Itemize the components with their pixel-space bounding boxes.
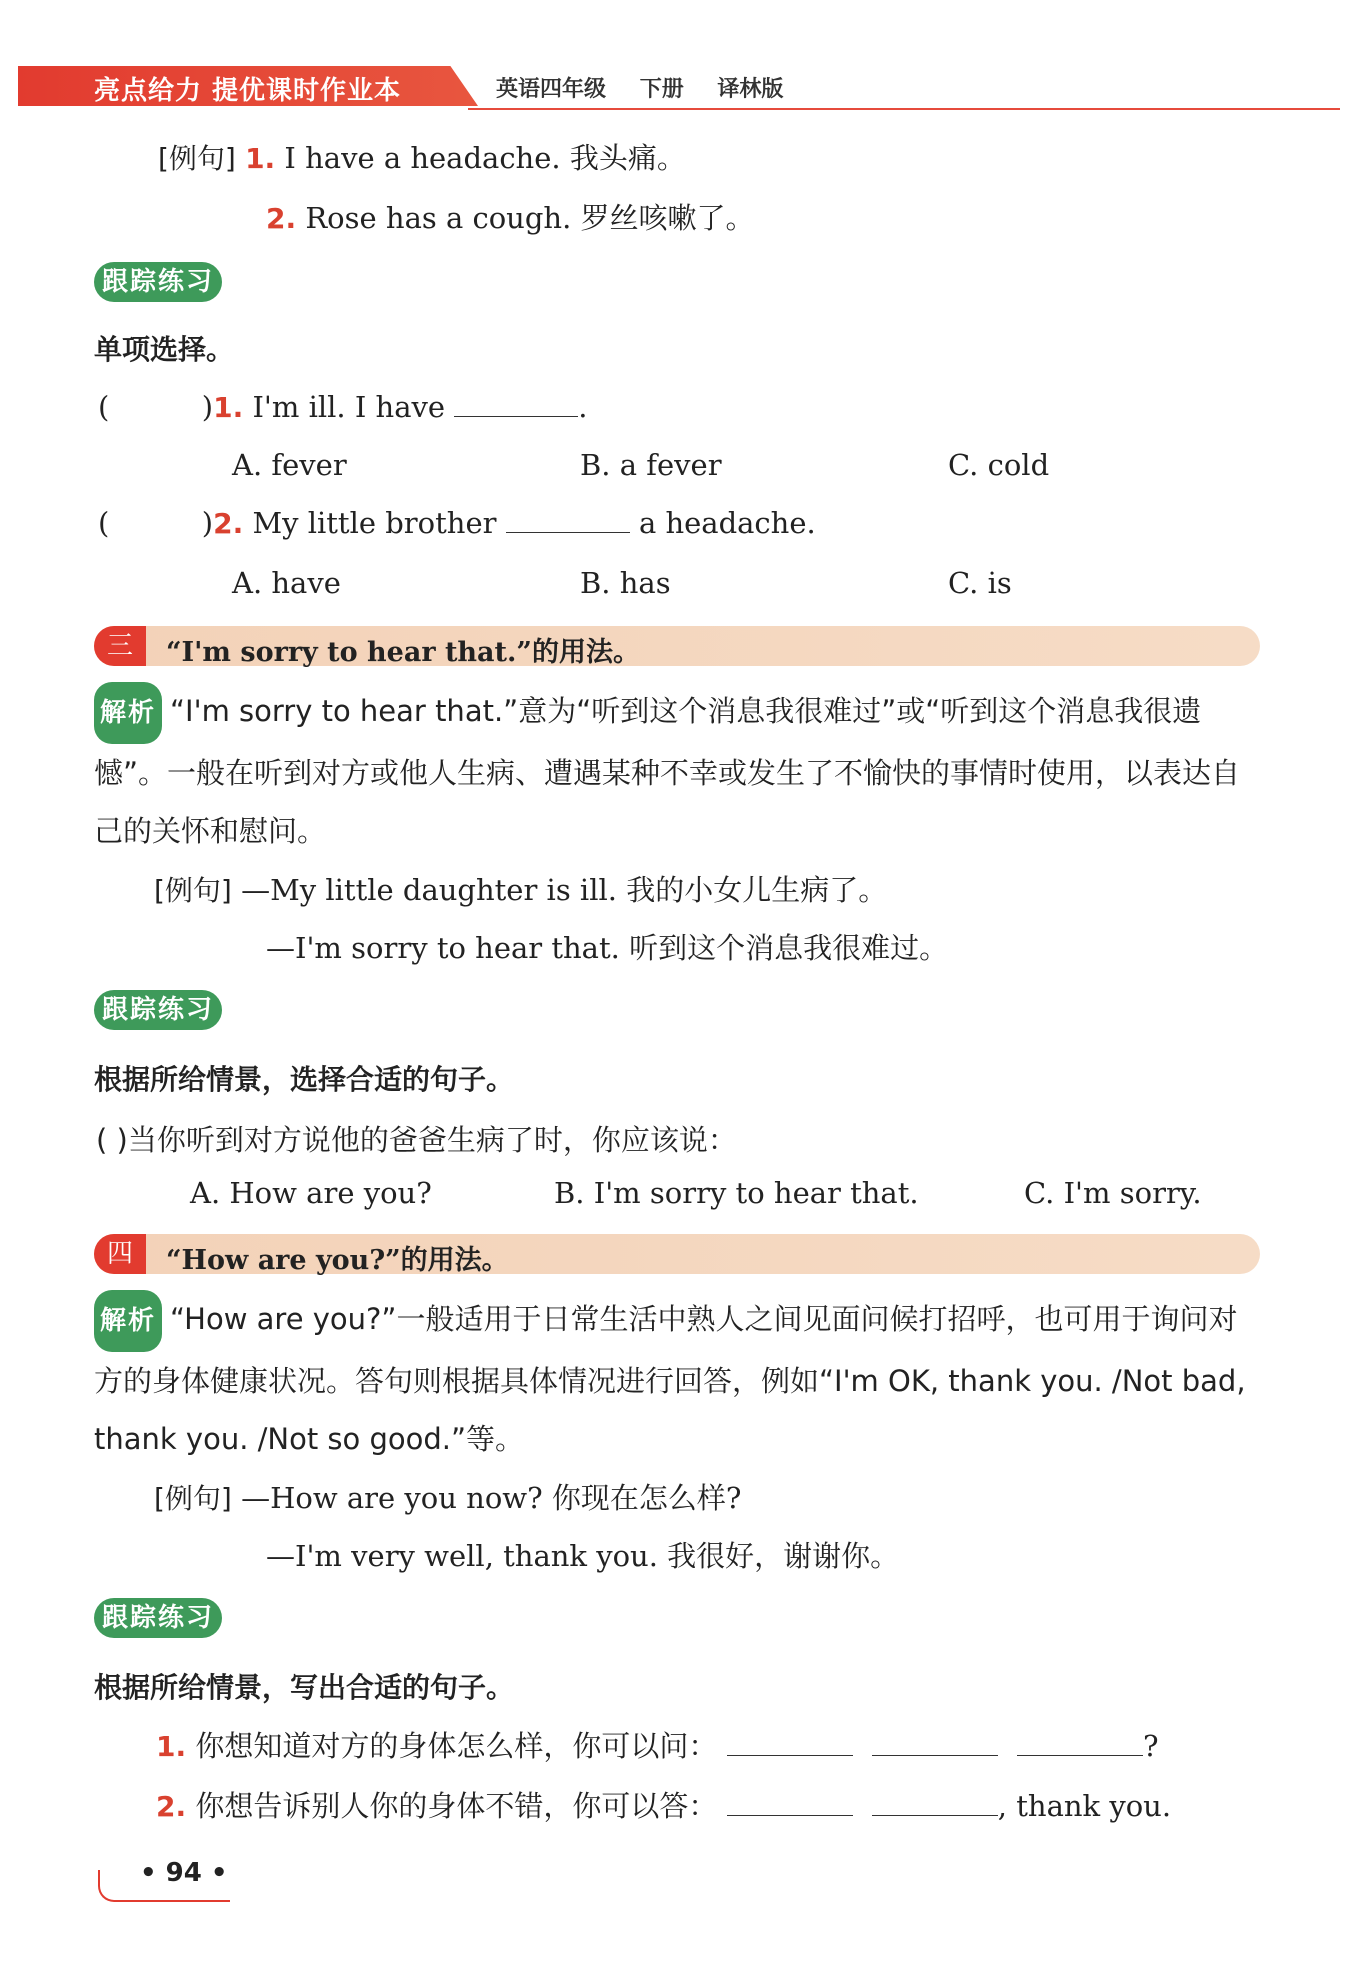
page-number: • 94 • — [140, 1858, 228, 1888]
q1-option-b[interactable]: B. a fever — [580, 448, 722, 482]
example-en: Rose has a cough. — [305, 201, 572, 235]
practice-badge: 跟踪练习 — [94, 262, 222, 302]
page-footer — [98, 1858, 228, 1898]
grade-label: 英语四年级 — [496, 77, 607, 102]
q2-option-c[interactable]: C. is — [948, 566, 1012, 600]
answer-blank[interactable] — [506, 531, 630, 533]
practice3-item-1 — [156, 1724, 1159, 1765]
q2-option-a[interactable]: A. have — [232, 566, 341, 600]
section-number: 三 — [94, 626, 146, 666]
p2-option-b[interactable]: B. I'm sorry to hear that. — [554, 1176, 919, 1210]
answer-blank[interactable] — [872, 1814, 998, 1816]
analysis-badge: 解析 — [94, 1290, 162, 1352]
q2-option-b[interactable]: B. has — [580, 566, 671, 600]
section-title: “How are you?”的用法。 — [166, 1245, 509, 1276]
item-text: 你想告诉别人你的身体不错，你可以答： — [195, 1789, 718, 1823]
practice-badge: 跟踪练习 — [94, 990, 222, 1030]
answer-paren-close: ) — [201, 390, 214, 424]
question-num: 1. — [213, 391, 244, 424]
example-cn: 罗丝咳嗽了。 — [580, 201, 755, 235]
q1-option-a[interactable]: A. fever — [232, 448, 347, 482]
answer-blank[interactable] — [727, 1754, 853, 1756]
p2-option-a[interactable]: A. How are you? — [190, 1176, 432, 1210]
question-num: 2. — [213, 507, 244, 540]
section3-heading — [94, 626, 1260, 666]
question-1 — [98, 390, 587, 424]
question-stem-end: a headache. — [638, 506, 816, 540]
item-text: 你想知道对方的身体怎么样，你可以问： — [195, 1729, 718, 1763]
volume-label: 下册 — [639, 77, 684, 102]
example-num: 1. — [245, 142, 276, 175]
item-end: ? — [1143, 1729, 1159, 1763]
example-cn: 我头痛。 — [569, 141, 686, 175]
page-header — [18, 64, 1328, 108]
answer-blank[interactable] — [872, 1754, 998, 1756]
book-info — [496, 72, 809, 103]
answer-blank[interactable] — [727, 1814, 853, 1816]
example-label: [例句] — [154, 1482, 232, 1515]
practice3-item-2 — [156, 1784, 1171, 1825]
practice1-instruction: 单项选择。 — [94, 333, 235, 366]
section4-heading — [94, 1234, 1260, 1274]
question-2 — [98, 506, 816, 540]
analysis-text: “How are you?”一般适用于日常生活中熟人之间见面问候打招呼，也可用于询问对方的身体健康状况。答句则根据具体情况进行回答，例如“I'm OK, thank you. /Not bad, thank you. /Not so good.”等。 — [94, 1302, 1246, 1456]
practice-badge: 跟踪练习 — [94, 1598, 222, 1638]
analysis-badge: 解析 — [94, 682, 162, 744]
question-stem-end: . — [578, 390, 588, 424]
answer-paren-close: ) — [201, 506, 214, 540]
section4-example1 — [154, 1476, 741, 1517]
question-stem: My little brother — [252, 506, 497, 540]
analysis-text: “I'm sorry to hear that.”意为“听到这个消息我很难过”或“听到这个消息我很遗憾”。一般在听到对方或他人生病、遭遇某种不幸或发生了不愉快的事情时使用，以表达自己的关怀和慰问。 — [94, 694, 1241, 848]
example-text: —My little daughter is ill. 我的小女儿生病了。 — [241, 873, 888, 907]
section-title: “I'm sorry to hear that.”的用法。 — [166, 637, 640, 668]
answer-paren-open: ( — [98, 390, 110, 424]
example-en: I have a headache. — [284, 141, 561, 175]
header-rule — [468, 108, 1340, 110]
example-label: [例句] — [158, 142, 236, 175]
section3-example2: —I'm sorry to hear that. 听到这个消息我很难过。 — [266, 931, 949, 965]
example1-line2 — [266, 196, 755, 237]
item-num: 1. — [156, 1730, 187, 1763]
q1-option-c[interactable]: C. cold — [948, 448, 1050, 482]
practice2-instruction: 根据所给情景，选择合适的句子。 — [94, 1063, 515, 1096]
example1-line1 — [158, 136, 686, 177]
item-end: , thank you. — [997, 1789, 1172, 1823]
example-label: [例句] — [154, 874, 232, 907]
section4-analysis — [94, 1290, 1260, 1468]
item-num: 2. — [156, 1790, 187, 1823]
p2-option-c[interactable]: C. I'm sorry. — [1024, 1176, 1202, 1210]
answer-blank[interactable] — [1017, 1754, 1143, 1756]
answer-blank[interactable] — [454, 415, 578, 417]
book-title: 亮点给力 提优课时作业本 — [94, 76, 402, 106]
section3-example1 — [154, 868, 887, 909]
edition-label: 译林版 — [717, 77, 784, 102]
practice2-question: ( )当你听到对方说他的爸爸生病了时，你应该说： — [96, 1123, 737, 1157]
section4-example2: —I'm very well, thank you. 我很好，谢谢你。 — [266, 1539, 900, 1573]
answer-paren-open: ( — [98, 506, 110, 540]
question-stem: I'm ill. I have — [252, 390, 446, 424]
section3-analysis — [94, 682, 1260, 860]
example-num: 2. — [266, 202, 297, 235]
section-number: 四 — [94, 1234, 146, 1274]
practice3-instruction: 根据所给情景，写出合适的句子。 — [94, 1671, 515, 1704]
example-text: —How are you now? 你现在怎么样? — [241, 1481, 742, 1515]
